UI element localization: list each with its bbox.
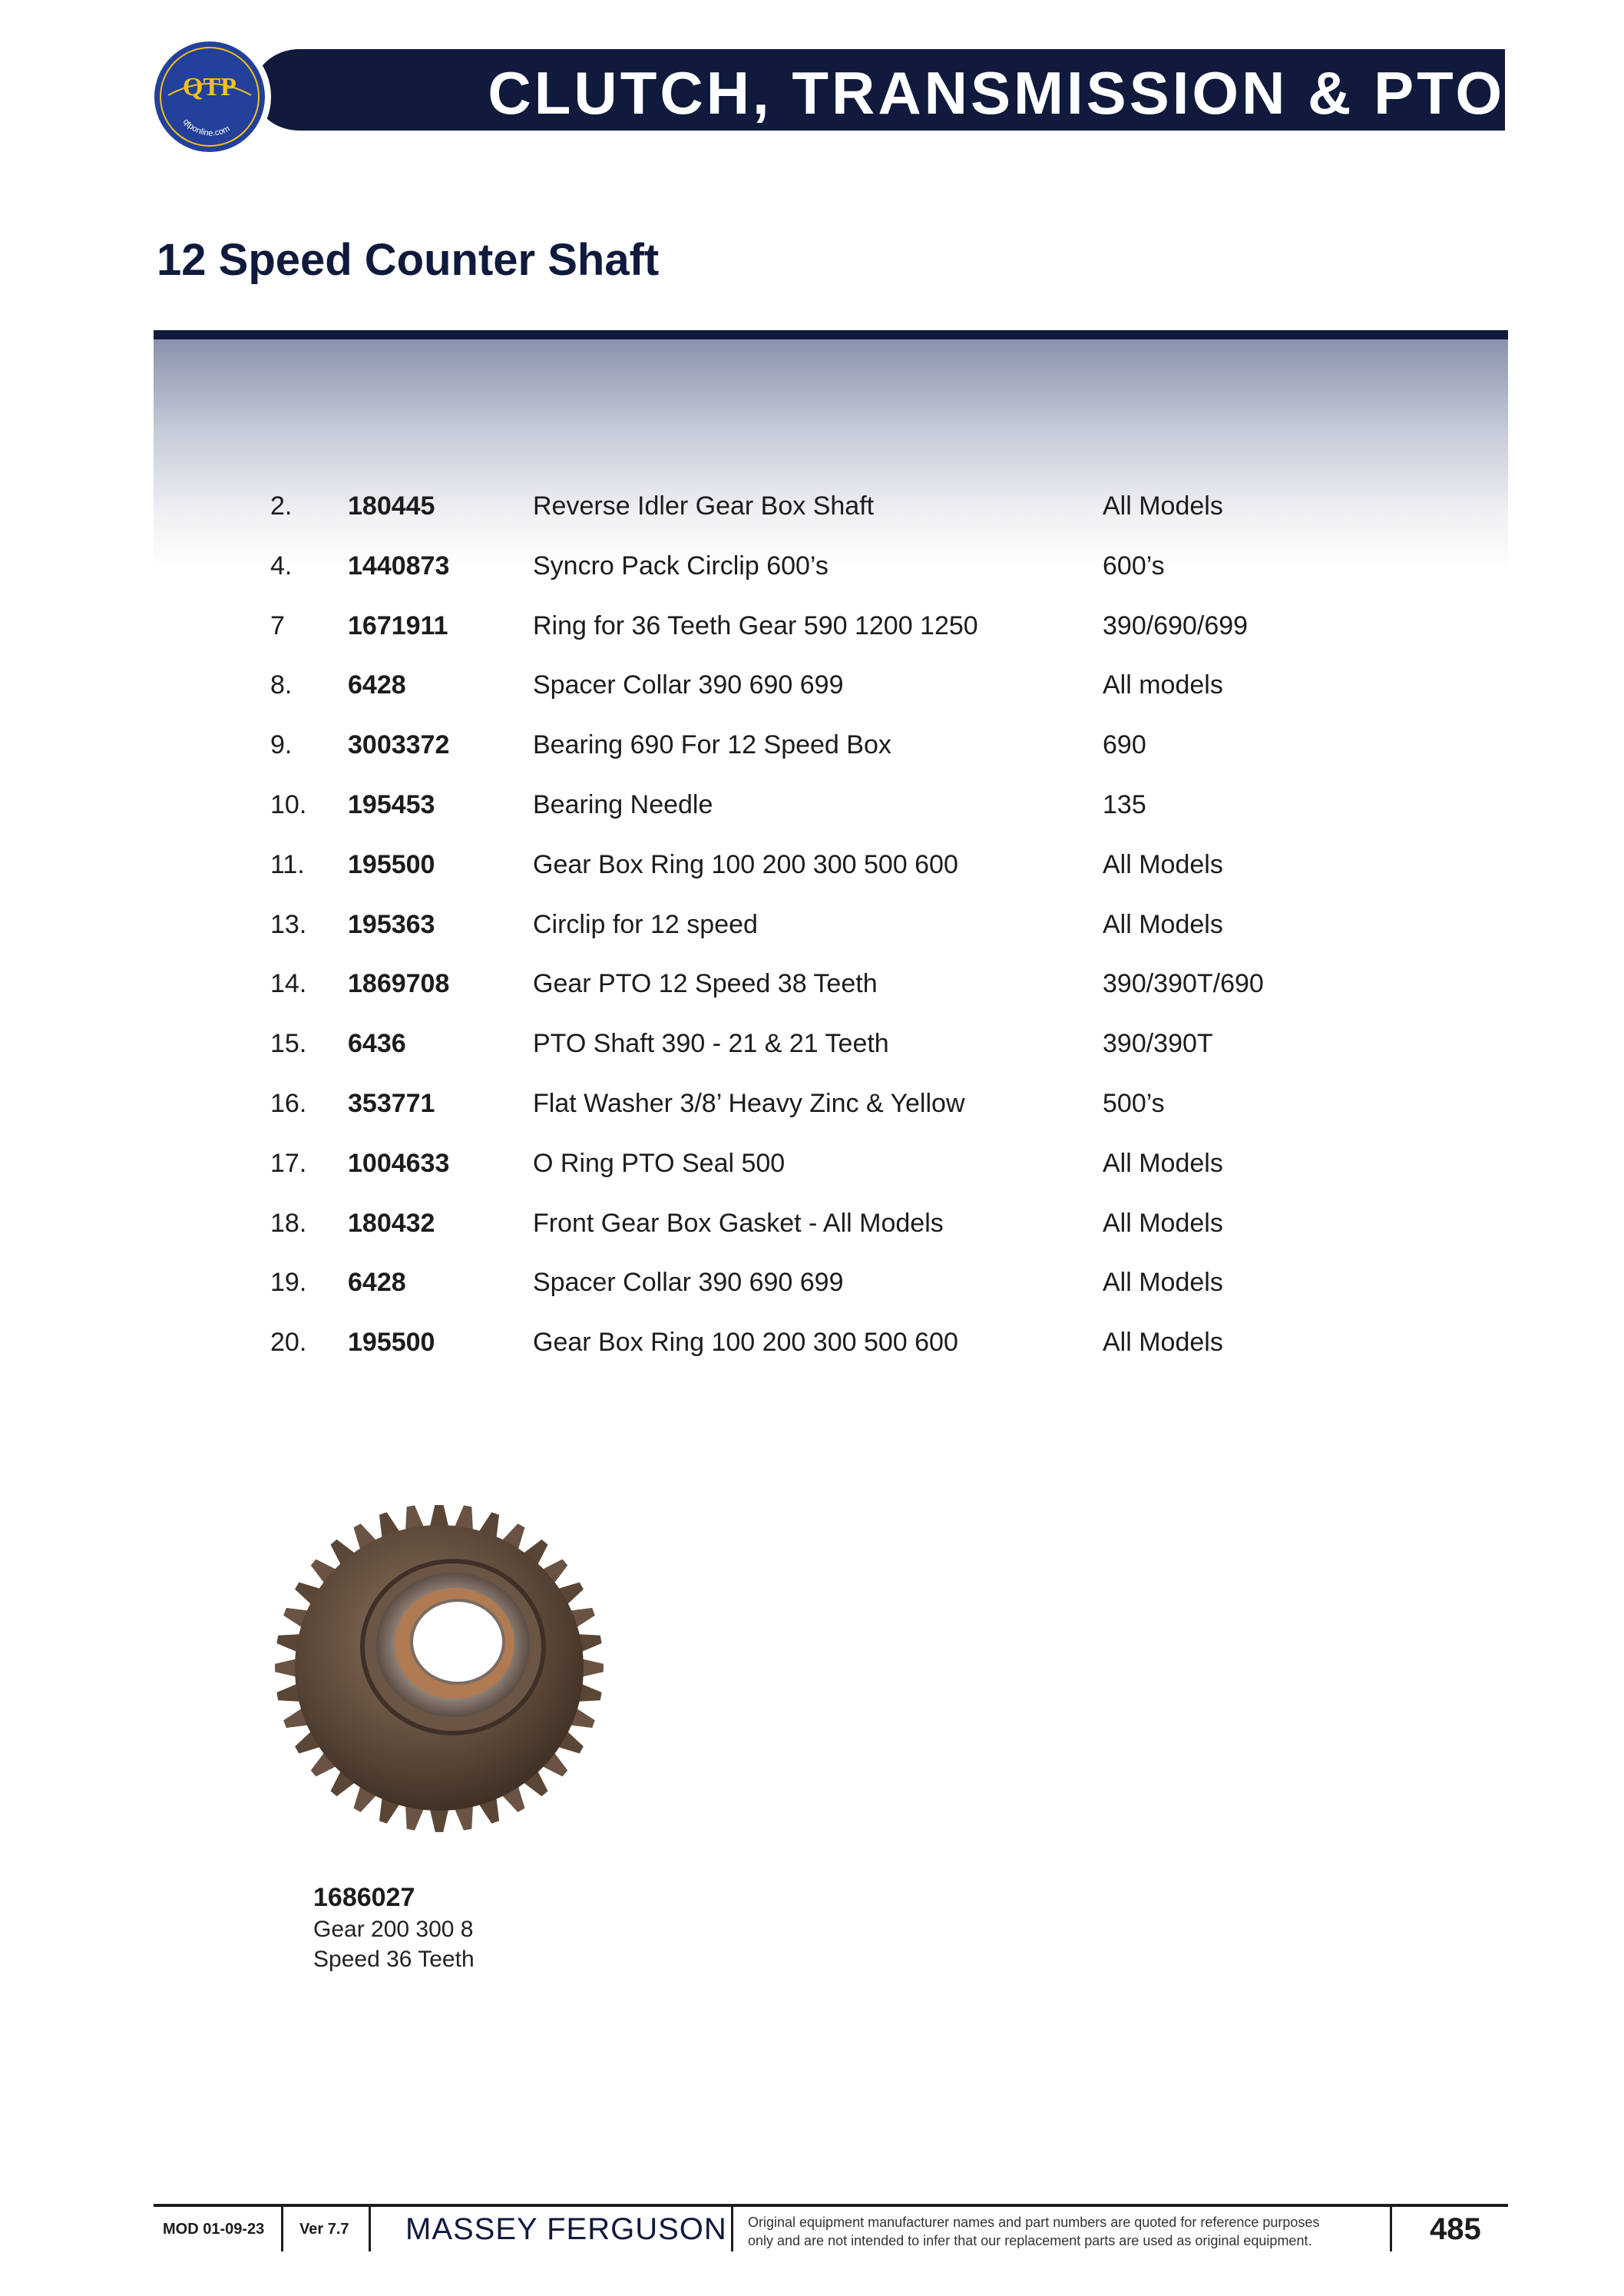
ref-number: 15.: [270, 1029, 307, 1059]
footer-version: Ver 7.7: [299, 2221, 349, 2238]
compatible-models: 390/690/699: [1103, 610, 1249, 640]
part-number: 195500: [348, 849, 435, 879]
part-description: Gear Box Ring 100 200 300 500 600: [533, 849, 958, 879]
ref-number: 18.: [270, 1208, 307, 1238]
part-description: Bearing Needle: [533, 790, 713, 819]
part-number: 6428: [348, 670, 406, 700]
page-footer: [154, 2204, 1508, 2255]
part-description: Gear Box Ring 100 200 300 500 600: [533, 1328, 958, 1358]
page-header-title: CLUTCH, TRANSMISSION & PTO: [488, 59, 1505, 127]
ref-number: 17.: [270, 1148, 307, 1178]
compatible-models: All Models: [1103, 1268, 1223, 1298]
part-number: 195453: [348, 790, 435, 819]
footer-divider: [731, 2207, 733, 2251]
ref-number: 19.: [270, 1268, 307, 1298]
ref-number: 8.: [270, 670, 293, 700]
featured-part-desc-line1: Gear 200 300 8: [313, 1917, 474, 1942]
gear-photo: [261, 1505, 630, 1843]
ref-number: 9.: [270, 730, 293, 760]
part-number: 3003372: [348, 730, 450, 760]
compatible-models: All Models: [1103, 1328, 1223, 1358]
footer-disclaimer-line1: Original equipment manufacturer names and part numbers are quoted for reference purposes: [748, 2215, 1320, 2230]
part-number: 195363: [348, 909, 435, 939]
footer-divider: [369, 2207, 371, 2251]
part-number: 1869708: [348, 969, 450, 999]
part-number: 353771: [348, 1089, 435, 1118]
part-description: Bearing 690 For 12 Speed Box: [533, 730, 891, 760]
table-row: [0, 1133, 1624, 1193]
table-row: [0, 476, 1624, 536]
ref-number: 2.: [270, 491, 293, 521]
part-number: 6428: [348, 1268, 406, 1298]
table-row: [0, 1193, 1624, 1253]
ref-number: 16.: [270, 1089, 307, 1118]
compatible-models: 600’s: [1103, 551, 1165, 581]
table-row: [0, 1014, 1624, 1074]
section-title: 12 Speed Counter Shaft: [157, 235, 660, 285]
table-row: [0, 895, 1624, 954]
compatible-models: All Models: [1103, 849, 1223, 879]
table-row: [0, 954, 1624, 1014]
ref-number: 10.: [270, 790, 307, 819]
part-description: Gear PTO 12 Speed 38 Teeth: [533, 969, 878, 999]
part-description: Reverse Idler Gear Box Shaft: [533, 491, 875, 521]
footer-divider: [1390, 2207, 1392, 2251]
compatible-models: All Models: [1103, 909, 1223, 939]
ref-number: 14.: [270, 969, 307, 999]
compatible-models: 500’s: [1103, 1089, 1165, 1118]
part-number: 180445: [348, 491, 435, 521]
compatible-models: 135: [1103, 790, 1146, 819]
part-number: 1671911: [348, 610, 448, 640]
table-row: [0, 1312, 1624, 1372]
header-title-wrap: [372, 49, 1624, 131]
part-description: Circlip for 12 speed: [533, 909, 758, 939]
footer-divider: [281, 2207, 283, 2251]
part-number: 195500: [348, 1328, 435, 1358]
part-description: Spacer Collar 390 690 699: [533, 670, 844, 700]
table-row: [0, 1252, 1624, 1312]
page-number: 485: [1430, 2212, 1481, 2246]
ref-number: 13.: [270, 909, 307, 939]
part-number: 180432: [348, 1208, 435, 1238]
part-description: Flat Washer 3/8’ Heavy Zinc & Yellow: [533, 1089, 965, 1118]
featured-part-number: 1686027: [313, 1883, 415, 1912]
footer-mod-date: MOD 01-09-23: [163, 2221, 265, 2238]
table-row: [0, 655, 1624, 715]
compatible-models: 690: [1103, 730, 1146, 760]
part-description: Front Gear Box Gasket - All Models: [533, 1208, 944, 1238]
logo-url-text: qtponline.com: [180, 117, 232, 138]
featured-part-desc-line2: Speed 36 Teeth: [313, 1947, 475, 1972]
compatible-models: All Models: [1103, 1148, 1223, 1178]
logo-text: QTP: [183, 73, 236, 101]
table-row: [0, 715, 1624, 775]
gear-image-icon: [261, 1505, 630, 1843]
part-description: Ring for 36 Teeth Gear 590 1200 1250: [533, 610, 978, 640]
compatible-models: All Models: [1103, 1208, 1223, 1238]
table-row: [0, 1074, 1624, 1133]
table-row: [0, 596, 1624, 656]
table-row: [0, 775, 1624, 835]
part-number: 1440873: [348, 551, 450, 581]
qtp-logo-icon: [154, 41, 265, 152]
ref-number: 7: [270, 610, 285, 640]
footer-disclaimer: [748, 2213, 1319, 2261]
footer-disclaimer-line2: only and are not intended to infer that our replacement parts are used as original equipment.: [748, 2233, 1312, 2248]
part-description: Spacer Collar 390 690 699: [533, 1268, 844, 1298]
part-description: O Ring PTO Seal 500: [533, 1148, 786, 1178]
footer-brand: MASSEY FERGUSON: [405, 2212, 727, 2246]
part-description: Syncro Pack Circlip 600’s: [533, 551, 829, 581]
part-description: PTO Shaft 390 - 21 & 21 Teeth: [533, 1029, 889, 1059]
qtp-logo: [154, 41, 265, 152]
ref-number: 20.: [270, 1328, 307, 1358]
ref-number: 11.: [270, 849, 305, 879]
part-number: 1004633: [348, 1148, 450, 1178]
compatible-models: All models: [1103, 670, 1223, 700]
part-number: 6436: [348, 1029, 406, 1059]
table-row: [0, 835, 1624, 895]
compatible-models: All Models: [1103, 491, 1223, 521]
ref-number: 4.: [270, 551, 293, 581]
gear-bore: [412, 1600, 504, 1683]
compatible-models: 390/390T: [1103, 1029, 1213, 1059]
table-row: [0, 536, 1624, 596]
compatible-models: 390/390T/690: [1103, 969, 1264, 999]
